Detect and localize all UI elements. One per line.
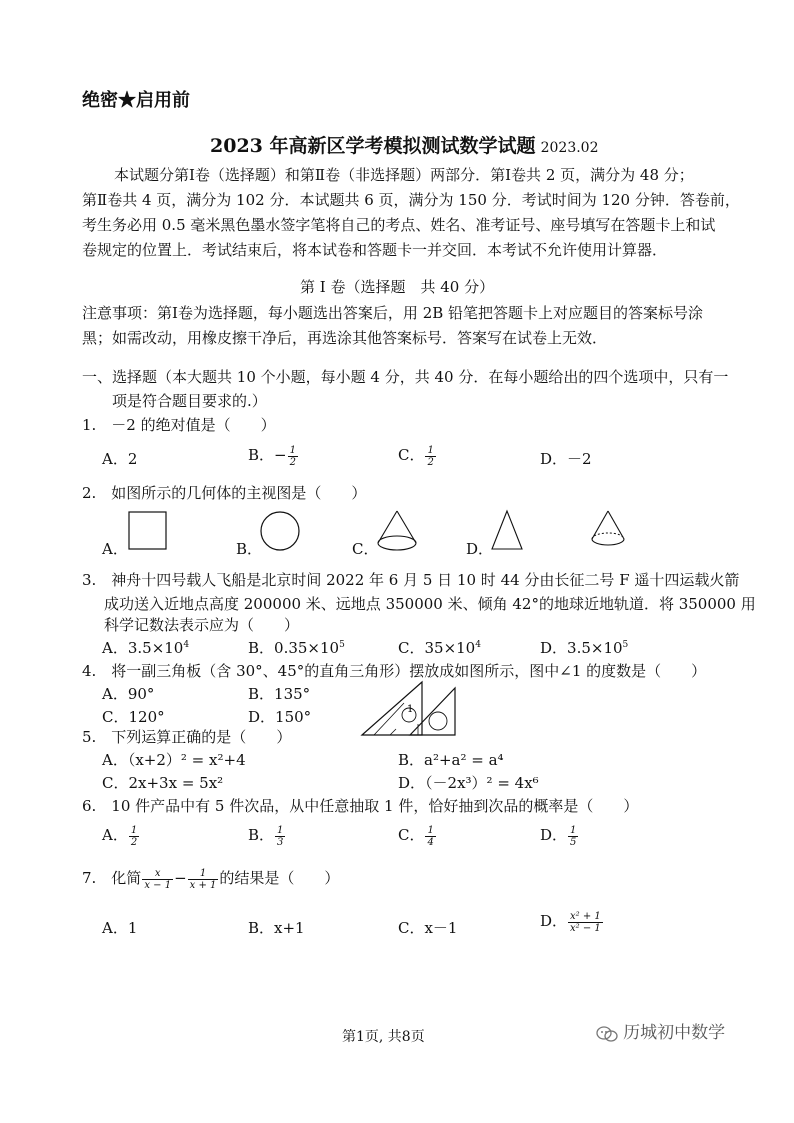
q2-option-d: D． — [466, 540, 494, 558]
q3-d-base: D．3.5×10 — [540, 639, 623, 657]
q2-option-b: B． — [236, 540, 263, 558]
q2-triangle-figure — [490, 509, 526, 553]
section1-line-2: 项是符合题目要求的.） — [112, 392, 267, 410]
q7-fraction-1 — [142, 868, 173, 891]
q3-line-2: 成功送入近地点高度 200000 米、远地点 350000 米、倾角 42°的地球近地轨道．将 350000 用 — [104, 595, 756, 613]
q1-option-b — [248, 444, 299, 468]
q7-f1-num: x — [142, 868, 173, 880]
secret-label: 绝密★启用前 — [82, 90, 190, 111]
q3-option-d — [540, 637, 628, 658]
q3-c-base: C．35×10 — [398, 639, 476, 657]
intro-line-4: 卷规定的位置上．考试结束后，将本试卷和答题卡一并交回．本考试不允许使用计算器． — [82, 241, 668, 259]
q2-option-c: C． — [352, 540, 379, 558]
q4-angle-label: 1 — [407, 704, 414, 715]
q4-option-d: D．150° — [248, 708, 312, 726]
q6-b-den: 3 — [277, 836, 284, 848]
q1-option-d: D．－2 — [540, 450, 592, 468]
q6-a-fraction — [129, 825, 139, 848]
q3-b-exp: 5 — [339, 640, 345, 650]
q7-f2-num: 1 — [188, 868, 219, 880]
q7-stem-prefix: 7. 化简 — [82, 869, 142, 887]
intro-line-1: 本试题分第Ⅰ卷（选择题）和第Ⅱ卷（非选择题）两部分．第Ⅰ卷共 2 页，满分为 48 分； — [114, 166, 694, 184]
q7-f2-den: x + 1 — [189, 879, 217, 891]
q1-c-den: 2 — [427, 456, 434, 468]
q1-b-den: 2 — [289, 456, 296, 468]
page-number: 第1页, 共8页 — [342, 1029, 425, 1045]
q3-option-a — [102, 637, 189, 658]
page-title — [210, 131, 599, 158]
q6-c-den: 4 — [427, 836, 434, 848]
q4-triangle-figure — [360, 680, 460, 740]
q6-a-num: 1 — [130, 824, 138, 836]
q7-minus: − — [174, 869, 187, 887]
q4-option-b: B．135° — [248, 685, 311, 703]
q7-option-d — [540, 910, 604, 934]
watermark — [596, 1018, 725, 1043]
q6-d-den: 5 — [570, 836, 577, 848]
q2-cone-figure — [375, 509, 421, 555]
q6-option-b — [248, 824, 286, 848]
q6-a-den: 2 — [130, 836, 138, 848]
q2-stem: 2. 如图所示的几何体的主视图是（ ） — [82, 484, 367, 502]
q1-b-num: 1 — [289, 444, 296, 456]
q6-b-num: 1 — [277, 824, 284, 836]
q6-a-prefix: A． — [102, 826, 128, 844]
section1-line-1: 一、选择题（本大题共 10 个小题，每小题 4 分，共 40 分．在每小题给出的四个选项中，只有一 — [82, 368, 729, 386]
title-date: 2023.02 — [540, 140, 599, 156]
q2-option-a: A． — [102, 540, 128, 558]
q1-option-a: A．2 — [102, 450, 138, 468]
q3-c-exp: 4 — [475, 640, 481, 650]
q6-option-d — [540, 824, 579, 848]
intro-line-3: 考生务必用 0.5 毫米黑色墨水签字笔将自己的考点、姓名、准考证号、座号填写在答题卡上和试 — [82, 216, 716, 234]
q3-option-c — [398, 637, 481, 658]
q6-d-fraction — [568, 825, 578, 848]
q5-option-b: B．a²+a² = a⁴ — [398, 751, 504, 769]
q6-b-fraction — [275, 825, 285, 848]
q5-option-a: A．（x+2）² = x²+4 — [102, 751, 246, 769]
q4-option-a: A．90° — [102, 685, 155, 703]
part1-heading: 第 I 卷（选择题 共 40 分） — [300, 278, 495, 296]
q4-option-c: C．120° — [102, 708, 165, 726]
q7-option-b: B．x+1 — [248, 919, 305, 937]
q1-option-c-prefix: C． — [398, 446, 425, 464]
q7-stem-suffix: 的结果是（ ） — [219, 869, 340, 887]
q6-option-c — [398, 824, 437, 848]
q1-option-c-fraction — [425, 445, 435, 468]
q1-option-b-fraction — [288, 445, 298, 468]
q2-hidden-base-cone-figure — [590, 509, 630, 553]
q7-d-den: x² − 1 — [570, 922, 601, 934]
q7-d-fraction — [568, 911, 603, 934]
q7-option-a: A．1 — [102, 919, 138, 937]
q6-c-prefix: C． — [398, 826, 425, 844]
title-main: 2023 年高新区学考模拟测试数学试题 — [210, 135, 536, 157]
watermark-text: 历城初中数学 — [623, 1023, 726, 1043]
q3-a-base: A．3.5×10 — [102, 639, 184, 657]
q1-option-b-prefix: B．− — [248, 446, 287, 464]
q5-option-d: D．（－2x³）² = 4x⁶ — [398, 774, 539, 792]
q3-line-3: 科学记数法表示应为（ ） — [104, 616, 300, 634]
q7-d-num: x² + 1 — [570, 910, 601, 922]
q6-option-a — [102, 824, 140, 848]
q7-stem — [82, 867, 339, 891]
intro-line-2: 第Ⅱ卷共 4 页，满分为 102 分．本试题共 6 页，满分为 150 分．考试时间为 120 分钟．答卷前， — [82, 191, 740, 209]
part1-note-2: 黑；如需改动，用橡皮擦干净后，再选涂其他答案标号．答案写在试卷上无效． — [82, 329, 608, 347]
q5-stem: 5. 下列运算正确的是（ ） — [82, 728, 292, 746]
q7-fraction-2 — [188, 868, 219, 891]
q1-stem: 1. －2 的绝对值是（ ） — [82, 416, 276, 434]
q3-a-exp: 4 — [183, 640, 190, 650]
q1-c-num: 1 — [427, 444, 434, 456]
part1-note-1: 注意事项：第Ⅰ卷为选择题，每小题选出答案后，用 2B 铅笔把答题卡上对应题目的答案标号涂 — [82, 304, 704, 322]
q6-b-prefix: B． — [248, 826, 275, 844]
q7-option-c: C．x－1 — [398, 919, 458, 937]
wechat-icon — [596, 1025, 618, 1043]
q3-option-b — [248, 637, 345, 658]
q6-d-prefix: D． — [540, 826, 568, 844]
q1-option-c — [398, 444, 437, 468]
q7-d-prefix: D． — [540, 912, 568, 930]
q5-option-c: C．2x+3x = 5x² — [102, 774, 224, 792]
q6-stem: 6. 10 件产品中有 5 件次品，从中任意抽取 1 件，恰好抽到次品的概率是（ ） — [82, 797, 639, 815]
q2-square-figure — [128, 511, 168, 551]
q3-b-base: B．0.35×10 — [248, 639, 340, 657]
q6-c-num: 1 — [427, 824, 434, 836]
q6-c-fraction — [425, 825, 435, 848]
q6-d-num: 1 — [570, 824, 577, 836]
q3-d-exp: 5 — [622, 640, 629, 650]
q4-stem: 4. 将一副三角板（含 30°、45°的直角三角形）摆放成如图所示，图中∠1 的度数是（ ） — [82, 662, 707, 680]
q3-line-1: 3. 神舟十四号载人飞船是北京时间 2022 年 6 月 5 日 10 时 44 分由长征二号 F 遥十四运载火箭 — [82, 571, 740, 589]
q7-f1-den: x − 1 — [144, 879, 172, 891]
q2-circle-figure — [260, 511, 302, 553]
